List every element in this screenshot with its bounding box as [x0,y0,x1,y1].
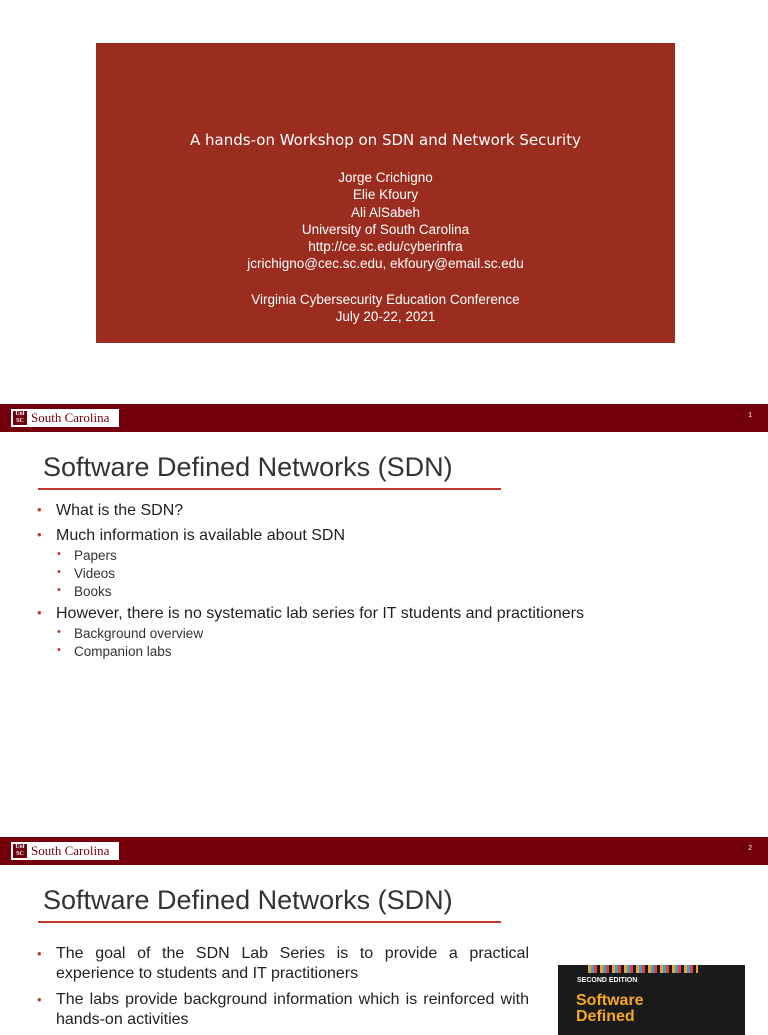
bullet-item: • The goal of the SDN Lab Series is to provide a practical experience to students and IT practitioners [37,944,529,984]
book-title [576,993,644,1025]
bullet-item: • However, there is no systematic lab series for IT students and practitioners [37,605,584,623]
slide-header-bar [0,404,768,432]
conference-info [96,291,675,326]
presenter-name: Elie Kfoury [352,187,419,203]
presenter-info [96,169,675,273]
conference-name: Virginia Cybersecurity Education Conference [251,292,520,307]
contact-emails: jcrichigno@cec.sc.edu, ekfoury@email.sc.edu [247,256,524,272]
sub-bullet-item: • Background overview [37,626,584,641]
university-logo [11,409,119,427]
university-name: University of South Carolina [301,221,470,237]
sub-bullet-item: • Papers [37,548,584,563]
logo-text: South Carolina [31,843,110,858]
book-cover-image [558,965,745,1035]
book-edition: SECOND EDITION [577,977,638,984]
bullet-item: • What is the SDN? [37,502,584,520]
sub-bullet-item: • Videos [37,566,584,581]
university-seal-icon: Uof SC [13,411,27,425]
university-logo [11,842,119,860]
page-number: 2 [748,845,752,852]
book-title-line: Defined [576,1008,635,1025]
slide-title: Software Defined Networks (SDN) [43,452,453,482]
presenter-name: Ali AlSabeh [350,204,421,220]
title-slide [96,43,675,343]
logo-text: South Carolina [31,410,110,425]
title-underline [38,488,501,490]
book-cover-pattern [588,965,698,973]
presenter-name: Jorge Crichigno [338,170,433,185]
website-url: http://ce.sc.edu/cyberinfra [308,239,463,255]
bullet-list [37,502,584,659]
workshop-title: A hands-on Workshop on SDN and Network Security [190,131,581,149]
page-number: 1 [748,412,752,419]
book-title-line: Software [576,992,644,1009]
sub-bullet-item: • Companion labs [37,644,584,659]
bullet-item: • Much information is available about SDN [37,527,584,545]
bullet-item: • The labs provide background information which is reinforced with hands-on activities [37,990,529,1030]
slide-title: Software Defined Networks (SDN) [43,885,453,915]
sub-bullet-item: • Books [37,584,584,599]
bullet-list [37,944,529,1030]
conference-date: July 20-22, 2021 [335,309,436,325]
university-seal-icon: Uof SC [13,844,27,858]
slide-header-bar [0,837,768,865]
title-underline [38,921,501,923]
